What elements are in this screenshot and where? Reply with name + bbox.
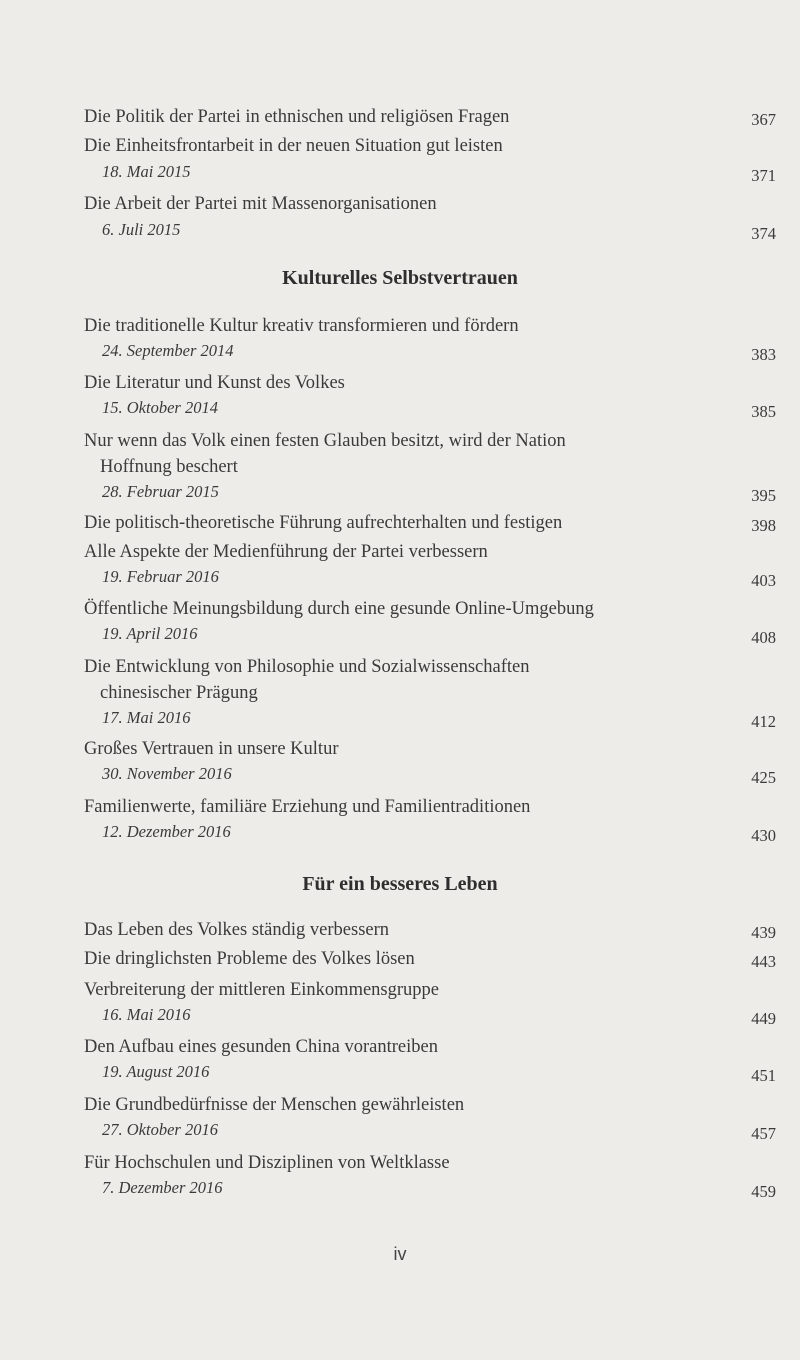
entry-title: Alle Aspekte der Medienführung der Partei verbessern	[84, 542, 488, 562]
section-heading: Kulturelles Selbstvertrauen	[282, 267, 518, 289]
entry-date: 28. Februar 2015	[102, 482, 219, 501]
entry-date: 17. Mai 2016	[102, 708, 191, 727]
toc-entry	[0, 193, 800, 253]
toc-entry	[0, 1152, 800, 1212]
entry-page-number: 457	[751, 1124, 776, 1143]
entry-date: 12. Dezember 2016	[102, 822, 231, 841]
entry-page-number: 403	[751, 571, 776, 590]
toc-entry	[0, 541, 800, 601]
entry-page-number: 459	[751, 1182, 776, 1201]
entry-title: Den Aufbau eines gesunden China vorantreiben	[84, 1037, 438, 1057]
toc-entry	[0, 1094, 800, 1154]
entry-title: Großes Vertrauen in unsere Kultur	[84, 739, 339, 759]
entry-page-number: 425	[751, 768, 776, 787]
entry-page-number: 412	[751, 712, 776, 731]
entry-title: Die dringlichsten Probleme des Volkes lösen	[84, 949, 415, 969]
toc-entry	[0, 738, 800, 798]
entry-title: Die Literatur und Kunst des Volkes	[84, 373, 345, 393]
entry-page-number: 408	[751, 628, 776, 647]
entry-date: 24. September 2014	[102, 341, 234, 360]
entry-date: 16. Mai 2016	[102, 1005, 191, 1024]
entry-date: 15. Oktober 2014	[102, 398, 218, 417]
entry-page-number: 374	[751, 224, 776, 243]
entry-date: 19. August 2016	[102, 1062, 210, 1081]
toc-entry	[0, 1036, 800, 1096]
entry-title: Die Politik der Partei in ethnischen und religiösen Fragen	[84, 107, 510, 127]
page-label: iv	[393, 1244, 407, 1264]
entry-title: Öffentliche Meinungsbildung durch eine gesunde Online-Umgebung	[84, 599, 594, 619]
entry-date: 19. April 2016	[102, 624, 198, 643]
entry-date: 30. November 2016	[102, 764, 232, 783]
entry-title: Die politisch-theoretische Führung aufrechterhalten und festigen	[84, 513, 563, 533]
entry-title: Familienwerte, familiäre Erziehung und Familientraditionen	[84, 797, 531, 817]
entry-page-number: 367	[751, 110, 776, 129]
entry-page-number: 398	[751, 516, 776, 535]
entry-date: 6. Juli 2015	[102, 220, 181, 239]
entry-date: 27. Oktober 2016	[102, 1120, 218, 1139]
toc-entry	[0, 372, 800, 432]
toc-entry	[0, 315, 800, 375]
entry-title: Für Hochschulen und Disziplinen von Weltklasse	[84, 1153, 450, 1173]
entry-title: Verbreiterung der mittleren Einkommensgruppe	[84, 980, 439, 1000]
entry-page-number: 439	[751, 923, 776, 942]
entry-title-continuation: chinesischer Prägung	[100, 683, 258, 703]
entry-title: Die Arbeit der Partei mit Massenorganisationen	[84, 194, 437, 214]
toc-entry	[0, 979, 800, 1039]
entry-page-number: 430	[751, 826, 776, 845]
entry-page-number: 383	[751, 345, 776, 364]
entry-title-continuation: Hoffnung beschert	[100, 457, 238, 477]
entry-date: 18. Mai 2015	[102, 162, 191, 181]
entry-title: Die Grundbedürfnisse der Menschen gewährleisten	[84, 1095, 465, 1115]
entry-page-number: 451	[751, 1066, 776, 1085]
entry-page-number: 395	[751, 486, 776, 505]
entry-title: Die Entwicklung von Philosophie und Sozialwissenschaften	[84, 657, 530, 677]
toc-entry	[0, 656, 800, 736]
toc-entry	[0, 598, 800, 658]
section-heading: Für ein besseres Leben	[302, 873, 498, 895]
entry-title: Nur wenn das Volk einen festen Glauben besitzt, wird der Nation	[84, 431, 566, 451]
entry-title: Die Einheitsfrontarbeit in der neuen Situation gut leisten	[84, 136, 503, 156]
entry-title: Das Leben des Volkes ständig verbessern	[84, 920, 390, 940]
entry-page-number: 385	[751, 402, 776, 421]
entry-date: 7. Dezember 2016	[102, 1178, 223, 1197]
entry-page-number: 443	[751, 952, 776, 971]
toc-entry	[0, 796, 800, 856]
toc-entry	[0, 135, 800, 195]
entry-page-number: 449	[751, 1009, 776, 1028]
entry-page-number: 371	[751, 166, 776, 185]
toc-entry	[0, 430, 800, 510]
entry-title: Die traditionelle Kultur kreativ transformieren und fördern	[84, 316, 519, 336]
entry-date: 19. Februar 2016	[102, 567, 219, 586]
